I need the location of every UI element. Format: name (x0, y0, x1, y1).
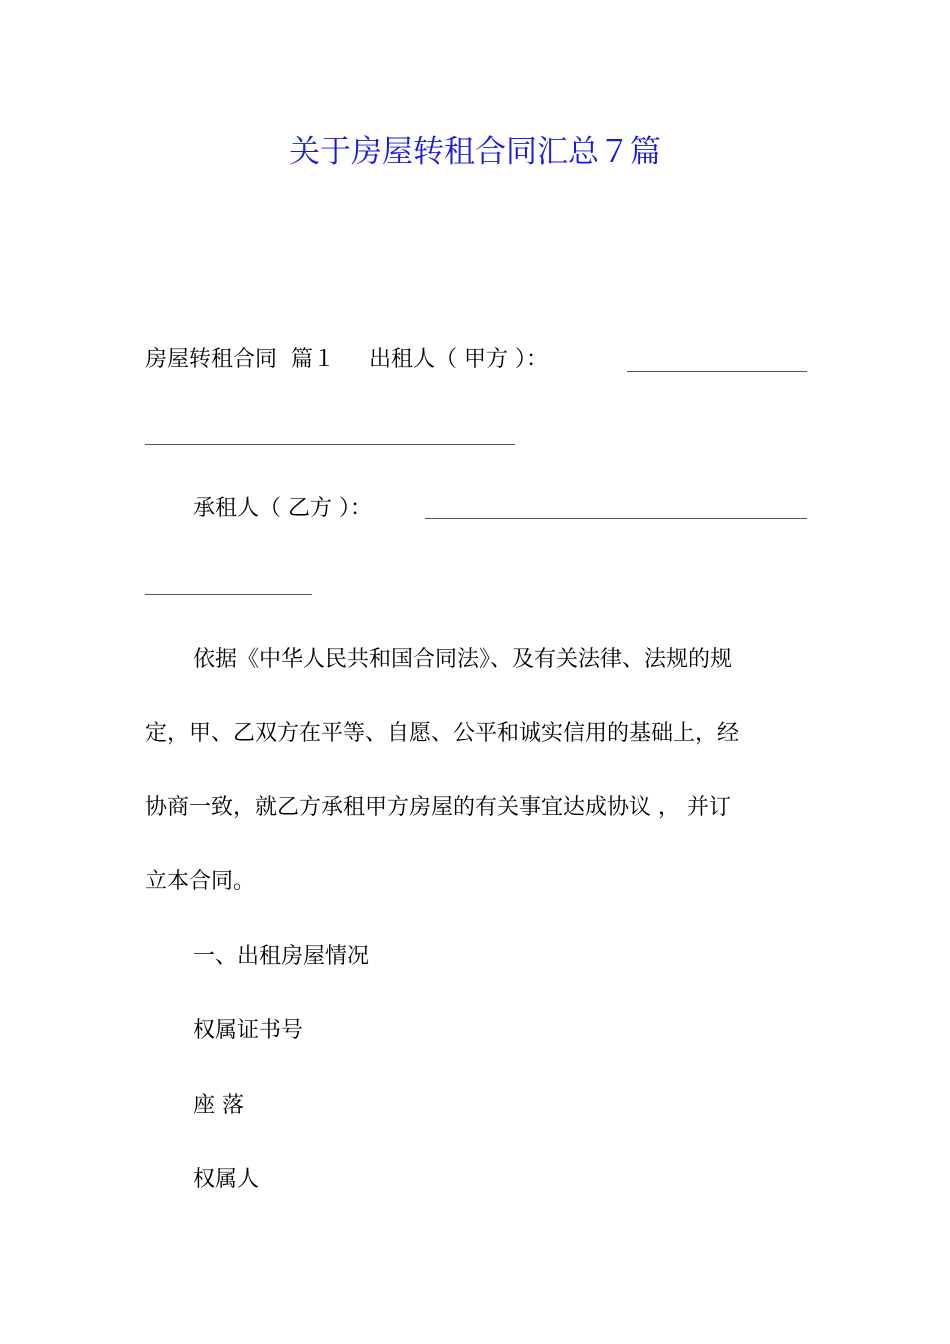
lessee-blank-line (425, 518, 807, 519)
lessor-blank-line-continued (145, 444, 515, 445)
section-heading: 一、出租房屋情况 (193, 944, 370, 969)
page-title: 关于房屋转租合同汇总７篇 (289, 134, 661, 170)
contract-part-number: 篇１ (291, 347, 336, 372)
paragraph-line: 定，甲、乙双方在平等、自愿、公平和诚实信用的基础上，经 (145, 721, 740, 746)
contract-heading-line (145, 343, 548, 377)
paragraph-line: 立本合同。 (145, 869, 256, 894)
paragraph-line: 依据《中华人民共和国合同法》、及有关法律、法规的规 (193, 647, 733, 672)
lessor-label: 出租人（ 甲方 ）： (369, 347, 549, 372)
lessee-label: 承租人（ 乙方 ）： (193, 496, 372, 521)
paragraph-line: 协商一致，就乙方承租甲方房屋的有关事宜达成协议 ， 并订 (145, 795, 731, 820)
field-label: 权属证书号 (193, 1018, 304, 1043)
field-label: 座 落 (193, 1093, 244, 1118)
lessee-blank-line-continued (145, 594, 312, 595)
field-label: 权属人 (193, 1167, 260, 1192)
lessor-blank-line (627, 371, 807, 372)
contract-label: 房屋转租合同 (145, 347, 278, 372)
